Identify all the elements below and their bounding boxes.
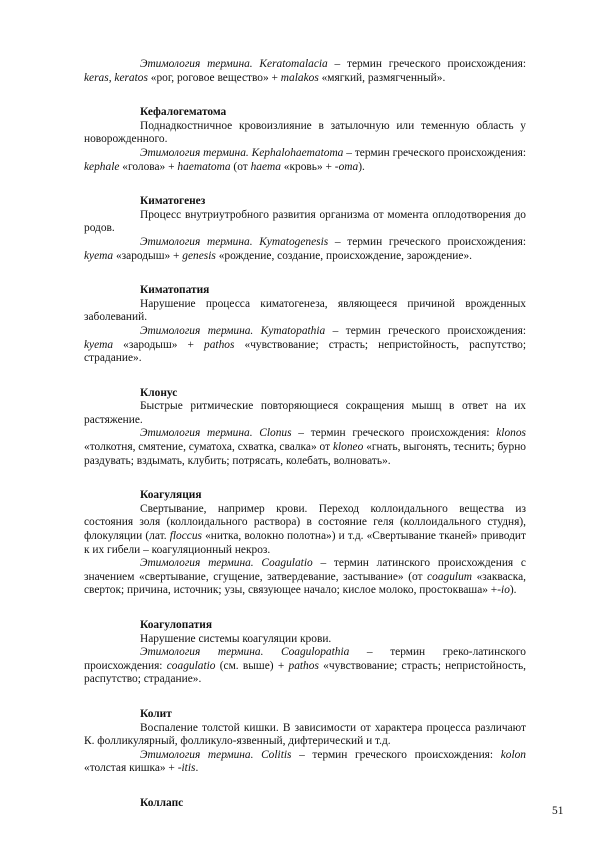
entry-term: Киматогенез (140, 195, 206, 208)
entry-term: Клонус (140, 386, 178, 399)
entry-paragraph: Этимология термина. Colitis – термин греческого происхождения: kolon «толстая кишка» + -itis. (84, 748, 526, 775)
entry-paragraph: Этимология термина. Kymatogenesis – термин греческого происхождения: kyema «зародыш» + genesis «рождение, создание, происхождение, зарождение». (84, 235, 527, 262)
entry-term: Коагулопатия (140, 619, 213, 631)
entry-paragraph: Этимология термина. Clonus – термин греческого происхождения: klonos «толкотня, смятение, суматоха, схватка, свалка» от kloneo «гнать, выгонять, теснить; бурно раздувать; вздымать, клубить; потрясать, колебать, волновать». (84, 427, 526, 467)
entry-paragraph: Этимология термина. Coagulatio – термин латинского происхождения с значением «свертывание, сгущение, затвердевание, застывание» (от coagulum «закваска, сверток; причина, источник; узы, связующее начало; кислое молоко, простокваша» +-io). (84, 557, 526, 597)
dictionary-entry (84, 387, 526, 469)
entry-paragraph: Воспаление толстой кишки. В зависимости от характера процесса различают К. фолликулярный, фолликуло-язвенный, дифтерический и т.д. (84, 721, 526, 748)
entry-paragraph: Нарушение процесса киматогенеза, являющееся причиной врожденных заболеваний. (84, 297, 526, 324)
entry-paragraph: Этимология термина. Coagulopathia – термин греко-латинского происхождения: coagulatio (см. выше) + pathos «чувствование; страсть; непристойность, распутство; страдание». (84, 646, 527, 686)
dictionary-entry (84, 284, 526, 366)
dictionary-entry (84, 106, 526, 174)
entry-paragraph: Поднадкостничное кровоизлияние в затылочную или теменную область у новорожденного. (84, 119, 526, 146)
entry-paragraph: Этимология термина. Kephalohaematoma – термин греческого происхождения: kephale «голова» + haematoma (от haema «кровь» + -oma). (84, 146, 527, 173)
entry-paragraph: Этимология термина. Kymatopathia – термин греческого происхождения: kyema «зародыш» + pathos «чувствование; страсть; непристойность, распутство; страдание». (84, 324, 526, 365)
entry-term: Кефалогематома (140, 106, 227, 119)
entry-paragraph: Процесс внутриутробного развития организма от момента оплодотворения до родов. (84, 208, 526, 235)
dictionary-entry (84, 797, 526, 811)
entry-term: Коагуляция (140, 489, 202, 502)
entry-paragraph: Нарушение системы коагуляции крови. (140, 632, 332, 645)
entry-term: Киматопатия (140, 284, 210, 297)
page-number: 51 (552, 805, 564, 817)
entry-term: Колит (140, 707, 172, 720)
dictionary-entry (84, 619, 526, 687)
entry-paragraph: Этимология термина. Keratomalacia – термин греческого происхождения: keras, keratos «рог, роговое вещество» + malakos «мягкий, размягченный». (84, 58, 526, 84)
dictionary-entry (84, 708, 526, 776)
entry-term: Коллапс (140, 796, 184, 809)
page-body (84, 58, 526, 832)
entry-paragraph: Свертывание, например крови. Переход коллоидального вещества из состояния золя (коллоидального раствора) в состояние геля (коллоидального студня), флокуляции (лат. floccus «нитка, волокно полотна») и т.д. «Свертывание тканей» приводит к их гибели – коагуляционный некроз. (84, 502, 526, 556)
dictionary-entry (84, 58, 526, 85)
dictionary-entry (84, 489, 526, 598)
dictionary-entry (84, 195, 526, 263)
entry-paragraph: Быстрые ритмические повторяющиеся сокращения мышц в ответ на их растяжение. (84, 400, 526, 426)
